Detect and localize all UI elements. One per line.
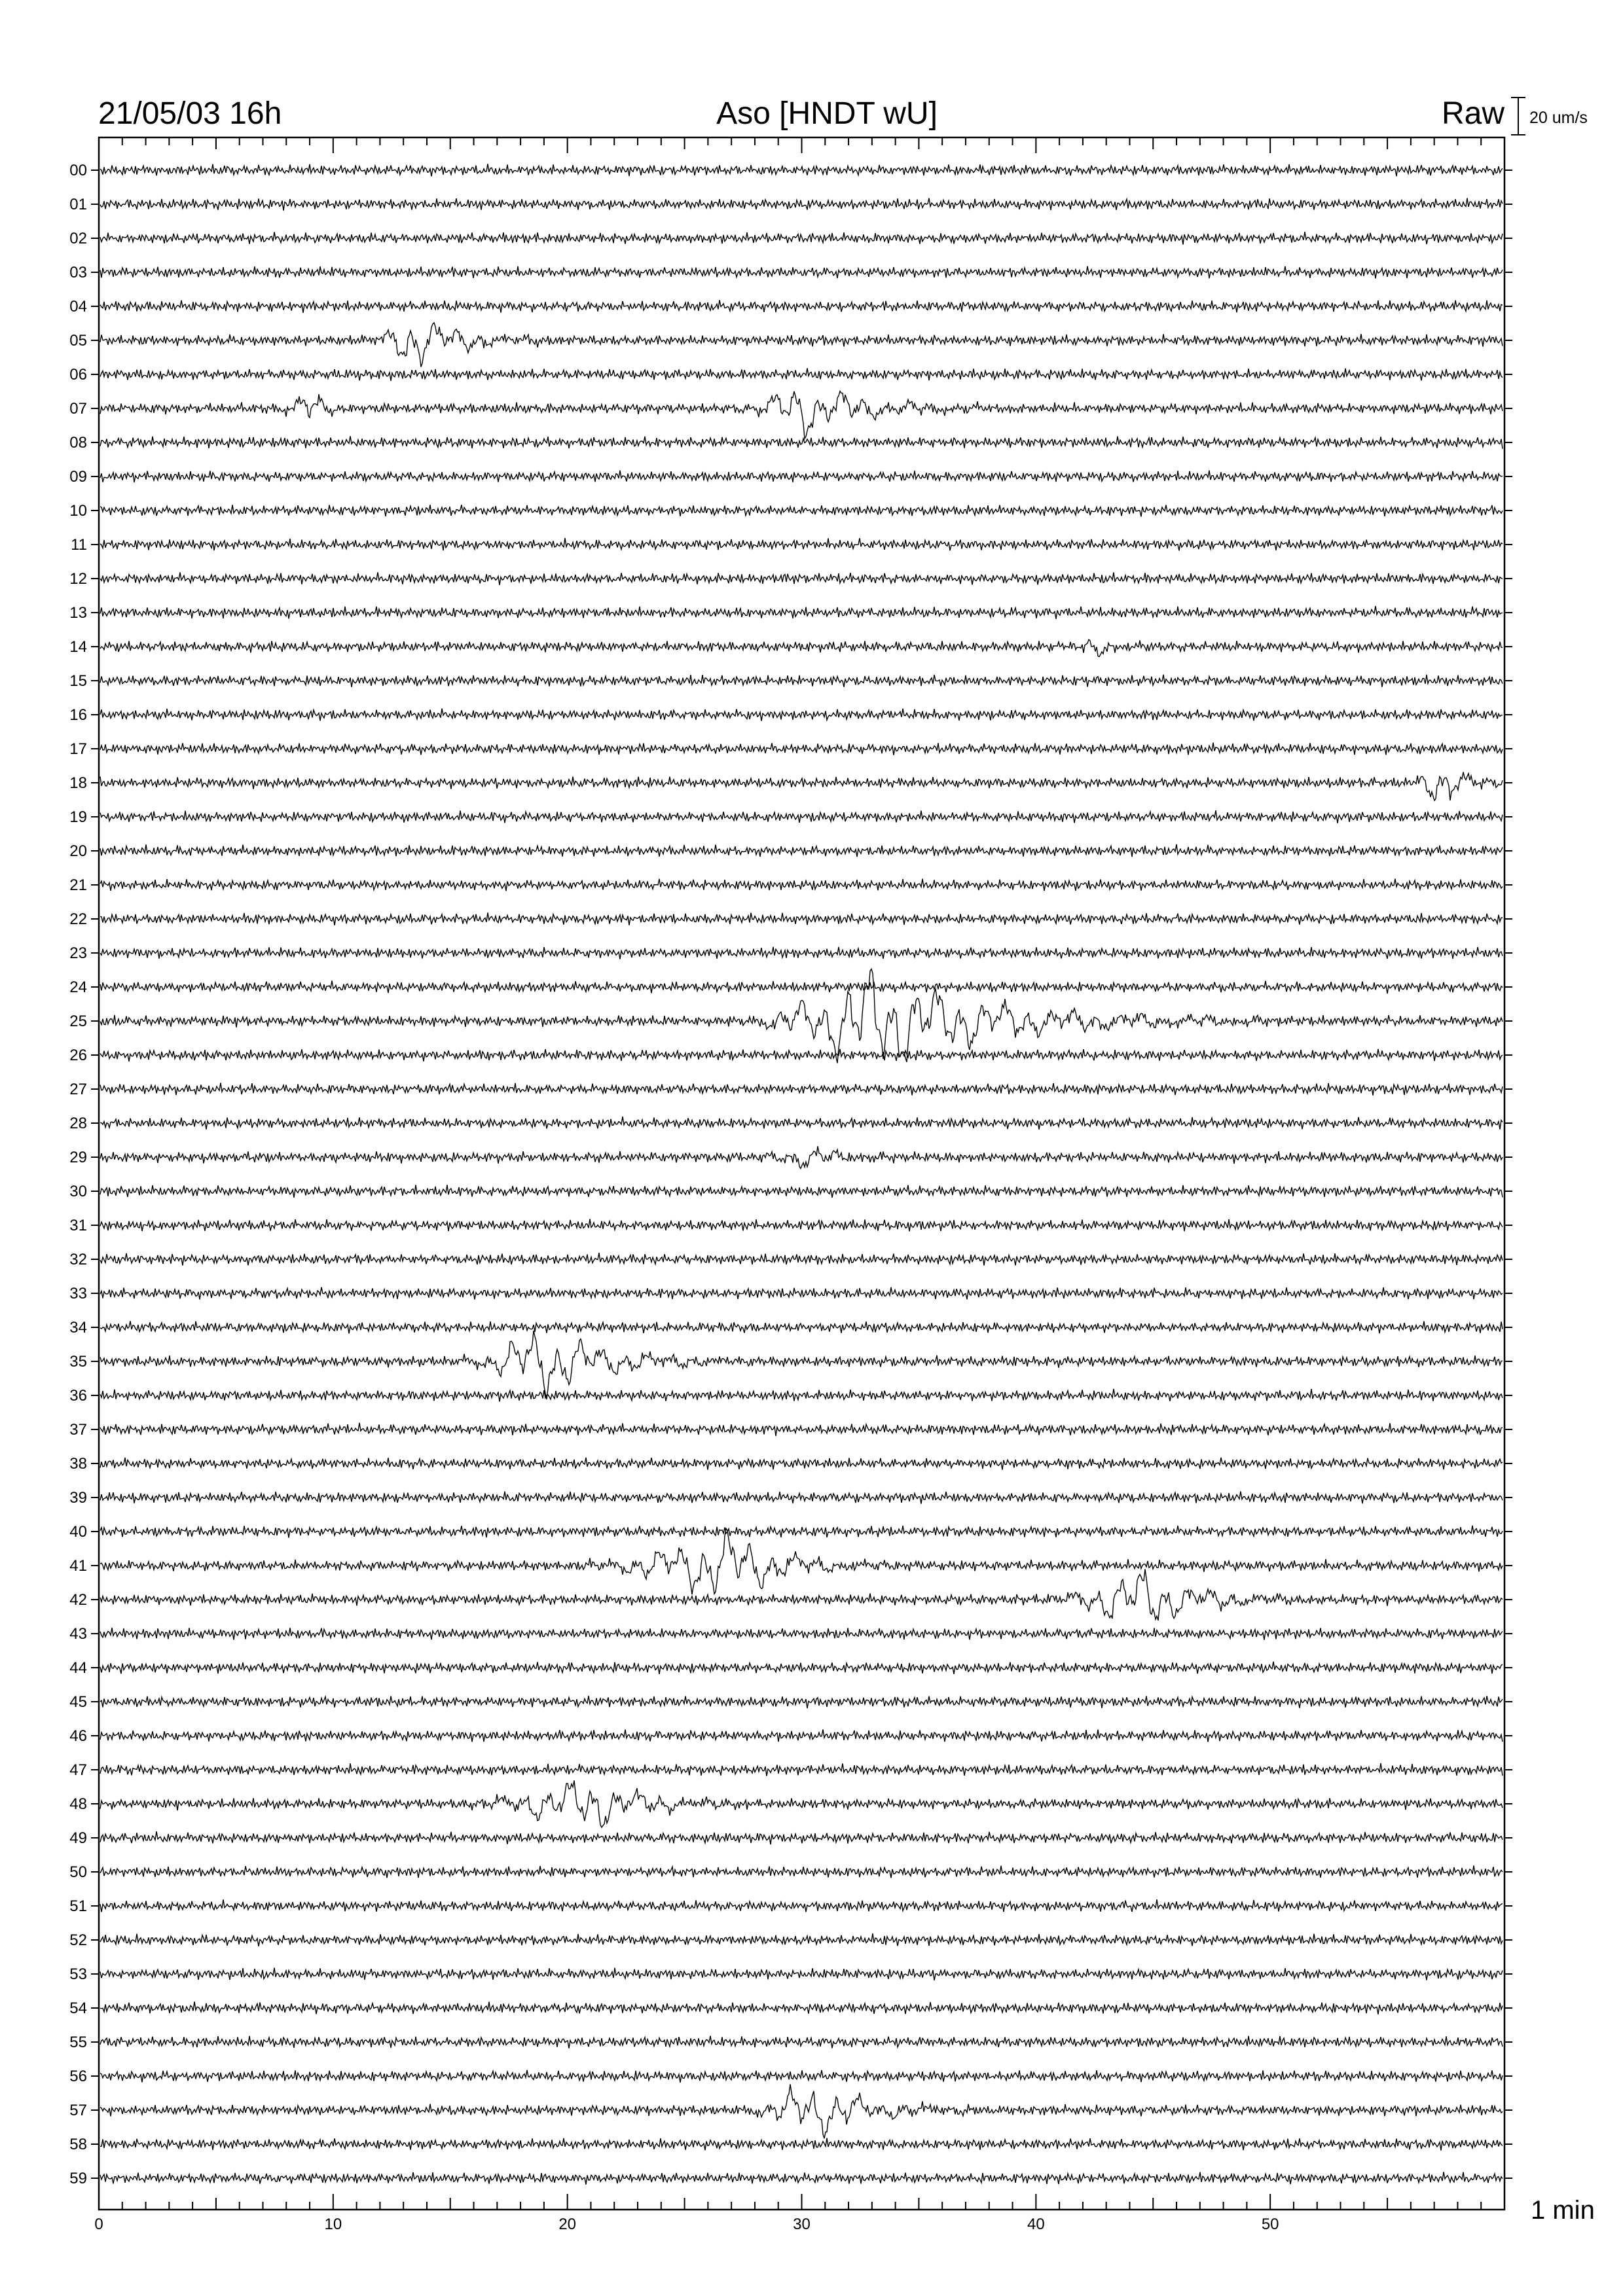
row-label: 35 [69, 1353, 87, 1371]
row-label: 08 [69, 434, 87, 452]
trace-row-40 [100, 1526, 1503, 1538]
trace-row-47 [100, 1763, 1503, 1776]
trace-row-50 [100, 1865, 1503, 1878]
row-label: 40 [69, 1523, 87, 1541]
row-label: 06 [69, 366, 87, 384]
trace-row-14 [100, 639, 1503, 656]
trace-row-26 [100, 1049, 1503, 1062]
row-label: 58 [69, 2136, 87, 2153]
row-label: 00 [69, 162, 87, 179]
row-label: 20 [69, 842, 87, 860]
row-label: 49 [69, 1829, 87, 1847]
row-label: 33 [69, 1285, 87, 1302]
trace-row-10 [100, 505, 1503, 516]
row-label: 39 [69, 1489, 87, 1507]
row-label: 48 [69, 1795, 87, 1813]
trace-row-01 [100, 198, 1503, 211]
row-label: 38 [69, 1455, 87, 1473]
row-label: 32 [69, 1251, 87, 1268]
row-label: 45 [69, 1693, 87, 1711]
trace-row-46 [100, 1729, 1503, 1742]
row-label: 17 [69, 740, 87, 758]
row-label: 44 [69, 1659, 87, 1677]
trace-row-28 [100, 1117, 1503, 1130]
trace-row-06 [100, 368, 1503, 381]
row-label: 43 [69, 1625, 87, 1643]
trace-row-24 [100, 980, 1503, 994]
trace-row-16 [100, 709, 1503, 721]
trace-row-41 [100, 1528, 1503, 1594]
trace-row-17 [100, 743, 1503, 755]
row-label: 29 [69, 1149, 87, 1166]
trace-row-55 [100, 2036, 1503, 2049]
row-label: 42 [69, 1591, 87, 1609]
row-label: 28 [69, 1115, 87, 1132]
trace-row-57 [100, 2084, 1503, 2138]
x-tick-label: 10 [324, 2215, 342, 2233]
row-label: 54 [69, 2000, 87, 2017]
trace-row-44 [100, 1662, 1503, 1674]
row-label: 46 [69, 1727, 87, 1745]
row-label: 34 [69, 1319, 87, 1336]
trace-row-51 [100, 1899, 1503, 1912]
trace-row-45 [100, 1696, 1503, 1708]
trace-row-39 [100, 1492, 1503, 1504]
row-label: 52 [69, 1931, 87, 1949]
chart-title-station: Aso [HNDT wU] [716, 96, 938, 131]
trace-row-52 [100, 1933, 1503, 1946]
trace-row-29 [100, 1146, 1503, 1168]
row-label: 27 [69, 1081, 87, 1098]
trace-row-30 [100, 1185, 1503, 1198]
row-label: 10 [69, 502, 87, 520]
trace-row-03 [100, 266, 1503, 279]
row-label: 53 [69, 1965, 87, 1983]
trace-row-02 [100, 232, 1503, 245]
x-unit-label: 1 min [1531, 2196, 1595, 2225]
row-label: 55 [69, 2034, 87, 2051]
trace-row-56 [100, 2070, 1503, 2083]
trace-row-58 [100, 2138, 1503, 2151]
row-label: 41 [69, 1557, 87, 1575]
x-tick-label: 0 [94, 2215, 103, 2233]
trace-row-21 [100, 879, 1503, 891]
trace-row-05 [100, 323, 1503, 367]
trace-row-48 [100, 1780, 1503, 1827]
trace-row-15 [100, 675, 1503, 687]
trace-row-53 [100, 1968, 1503, 1981]
trace-row-25 [100, 969, 1503, 1063]
row-label: 07 [69, 400, 87, 418]
chart-mode-label: Raw [1441, 96, 1504, 131]
row-label: 15 [69, 672, 87, 690]
trace-row-04 [100, 300, 1503, 314]
chart-datetime: 21/05/03 16h [98, 96, 282, 131]
trace-row-00 [100, 164, 1503, 176]
trace-row-54 [100, 2001, 1503, 2015]
trace-row-38 [100, 1458, 1503, 1470]
row-label: 09 [69, 468, 87, 486]
row-label: 12 [69, 570, 87, 588]
trace-row-13 [100, 606, 1503, 619]
trace-row-42 [100, 1569, 1503, 1620]
row-label: 47 [69, 1761, 87, 1779]
trace-row-31 [100, 1219, 1503, 1231]
row-label: 16 [69, 706, 87, 724]
scale-bar-label: 20 um/s [1529, 109, 1588, 127]
row-label: 24 [69, 978, 87, 996]
trace-row-43 [100, 1628, 1503, 1640]
row-label: 31 [69, 1217, 87, 1234]
trace-row-07 [100, 391, 1503, 439]
row-label: 01 [69, 196, 87, 213]
trace-row-36 [100, 1389, 1503, 1402]
trace-row-19 [100, 810, 1503, 823]
trace-row-27 [100, 1083, 1503, 1095]
trace-row-35 [100, 1331, 1503, 1399]
row-label: 03 [69, 264, 87, 281]
trace-row-09 [100, 471, 1503, 482]
trace-row-59 [100, 2172, 1503, 2184]
row-label: 25 [69, 1013, 87, 1030]
trace-row-37 [100, 1423, 1503, 1436]
row-label: 02 [69, 230, 87, 247]
row-label: 26 [69, 1047, 87, 1064]
row-label: 36 [69, 1387, 87, 1405]
row-label: 22 [69, 910, 87, 928]
trace-row-23 [100, 947, 1503, 960]
row-label: 13 [69, 604, 87, 622]
plot-frame [99, 137, 1504, 2210]
trace-row-33 [100, 1287, 1503, 1300]
row-label: 51 [69, 1897, 87, 1915]
row-label: 14 [69, 638, 87, 656]
trace-row-18 [100, 772, 1503, 801]
row-label: 56 [69, 2068, 87, 2085]
trace-row-11 [100, 538, 1503, 550]
trace-row-20 [100, 844, 1503, 857]
row-label: 30 [69, 1183, 87, 1200]
row-label: 23 [69, 944, 87, 962]
trace-row-22 [100, 912, 1503, 925]
row-label: 05 [69, 332, 87, 350]
trace-row-34 [100, 1321, 1503, 1333]
trace-row-08 [100, 436, 1503, 448]
row-label: 59 [69, 2170, 87, 2187]
trace-row-32 [100, 1253, 1503, 1265]
x-tick-label: 50 [1261, 2215, 1279, 2233]
x-tick-label: 20 [558, 2215, 577, 2233]
row-label: 37 [69, 1421, 87, 1439]
trace-row-49 [100, 1831, 1503, 1844]
row-label: 50 [69, 1863, 87, 1881]
row-label: 19 [69, 808, 87, 826]
row-label: 18 [69, 774, 87, 792]
row-label: 11 [71, 536, 87, 554]
row-label: 04 [69, 298, 87, 315]
row-label: 21 [69, 876, 87, 894]
row-label: 57 [69, 2102, 87, 2119]
x-tick-label: 40 [1027, 2215, 1045, 2233]
x-tick-label: 30 [793, 2215, 811, 2233]
trace-row-12 [100, 572, 1503, 584]
